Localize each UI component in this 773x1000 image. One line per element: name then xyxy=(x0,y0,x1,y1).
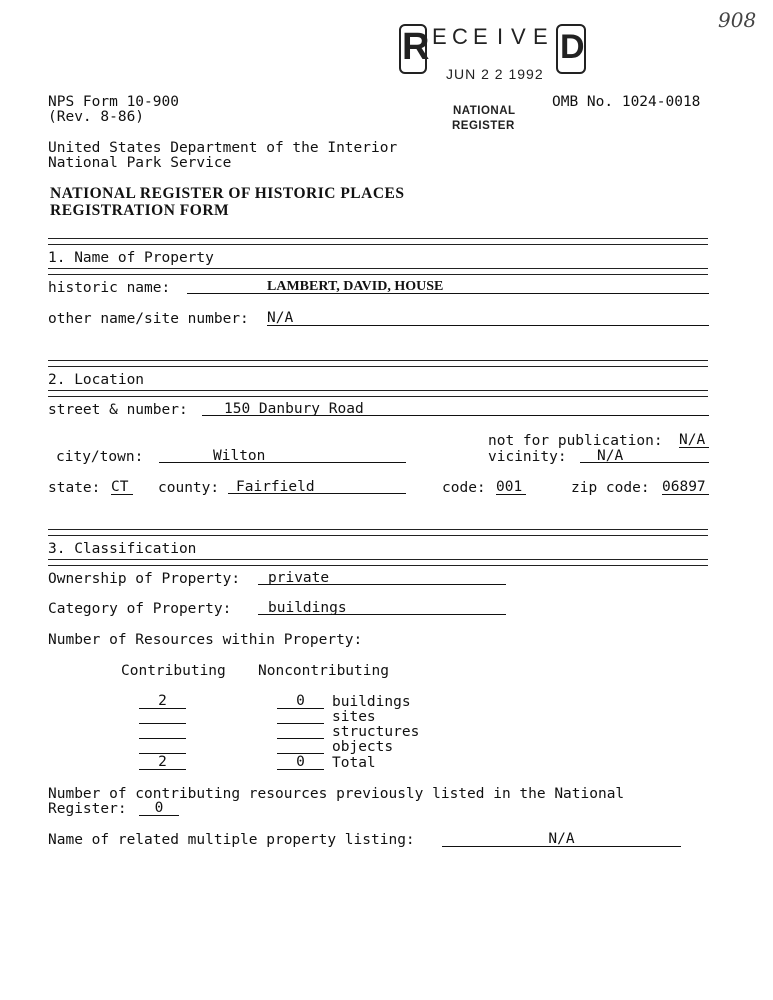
resource-label: objects xyxy=(332,739,394,755)
resource-label: sites xyxy=(332,709,376,725)
section2-heading: 2. Location xyxy=(48,372,145,388)
city-value: Wilton xyxy=(159,449,406,463)
stamp-letter-r: R xyxy=(402,26,430,68)
historic-name-label: historic name: xyxy=(48,280,171,296)
form-number: NPS Form 10-900 xyxy=(48,94,179,110)
contributing-count xyxy=(139,739,186,754)
street-label: street & number: xyxy=(48,402,188,418)
resource-label: structures xyxy=(332,724,420,740)
section2-bottom-rule xyxy=(48,390,708,397)
section3-bottom-rule xyxy=(48,559,708,566)
form-title-line1: NATIONAL REGISTER OF HISTORIC PLACES xyxy=(50,185,405,202)
zip-label: zip code: xyxy=(571,480,650,496)
stamp-letter-e1: E xyxy=(432,24,447,49)
vicinity-value: N/A xyxy=(580,449,709,463)
multiple-listing-value: N/A xyxy=(442,832,681,847)
noncontributing-header: Noncontributing xyxy=(258,663,389,679)
noncontributing-count: 0 xyxy=(277,755,324,770)
form-title-line2: REGISTRATION FORM xyxy=(50,202,230,219)
contributing-header: Contributing xyxy=(121,663,226,679)
city-label: city/town: xyxy=(56,449,144,465)
stamp-register: REGISTER xyxy=(452,120,515,132)
previously-listed-label: Register: xyxy=(48,801,127,817)
contributing-count: 2 xyxy=(139,755,186,770)
stamp-letter-i: I xyxy=(497,24,504,49)
stamp-letter-e2: E xyxy=(473,24,488,49)
form-revision: (Rev. 8-86) xyxy=(48,109,145,125)
noncontributing-count: 0 xyxy=(277,694,324,709)
contributing-count xyxy=(139,709,186,724)
section1-top-rule xyxy=(48,238,708,245)
stamp-letter-e3: E xyxy=(533,24,548,49)
stamp-letter-c: C xyxy=(452,24,468,49)
state-value: CT xyxy=(111,480,133,495)
county-value: Fairfield xyxy=(228,480,406,494)
omb-number: OMB No. 1024-0018 xyxy=(552,94,701,110)
previously-listed-value: 0 xyxy=(139,801,179,816)
section2-top-rule xyxy=(48,360,708,367)
resource-label: Total xyxy=(332,755,376,771)
noncontributing-count xyxy=(277,739,324,754)
stamp-letter-d: D xyxy=(560,28,585,66)
department: United States Department of the Interior xyxy=(48,140,398,156)
other-name-value: N/A xyxy=(267,311,709,326)
street-value: 150 Danbury Road xyxy=(202,402,709,416)
section1-bottom-rule xyxy=(48,268,708,275)
contributing-count: 2 xyxy=(139,694,186,709)
service: National Park Service xyxy=(48,155,232,171)
stamp-date: JUN 2 2 1992 xyxy=(446,66,544,82)
noncontributing-count xyxy=(277,724,324,739)
previously-listed-text: Number of contributing resources previously listed in the National xyxy=(48,786,625,802)
stamp-letter-v: V xyxy=(511,24,526,49)
not-for-publication-label: not for publication: xyxy=(488,433,663,449)
zip-value: 06897 xyxy=(662,480,709,495)
code-label: code: xyxy=(442,480,486,496)
resources-label: Number of Resources within Property: xyxy=(48,632,363,648)
handwritten-number: 908 xyxy=(718,8,757,32)
multiple-listing-label: Name of related multiple property listing: xyxy=(48,832,415,848)
ownership-label: Ownership of Property: xyxy=(48,571,241,587)
not-for-publication-value: N/A xyxy=(679,433,709,448)
state-label: state: xyxy=(48,480,101,496)
section3-heading: 3. Classification xyxy=(48,541,197,557)
ownership-value: private xyxy=(258,571,506,585)
other-name-label: other name/site number: xyxy=(48,311,249,327)
category-value: buildings xyxy=(258,601,506,615)
section1-heading: 1. Name of Property xyxy=(48,250,214,266)
county-label: county: xyxy=(158,480,220,496)
stamp-national: NATIONAL xyxy=(453,105,516,117)
vicinity-label: vicinity: xyxy=(488,449,567,465)
resource-label: buildings xyxy=(332,694,411,710)
noncontributing-count xyxy=(277,709,324,724)
contributing-count xyxy=(139,724,186,739)
code-value: 001 xyxy=(496,480,526,495)
section3-top-rule xyxy=(48,529,708,536)
historic-name-value: LAMBERT, DAVID, HOUSE xyxy=(187,280,709,294)
category-label: Category of Property: xyxy=(48,601,232,617)
